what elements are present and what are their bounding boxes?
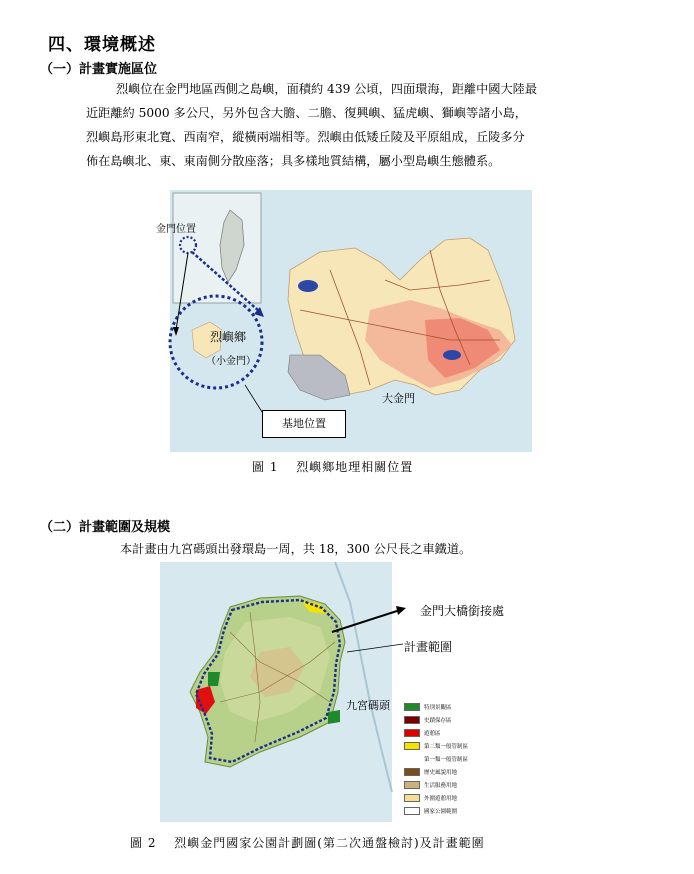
- legend-item: [404, 703, 452, 711]
- legend-text: 第一類一般管制區: [424, 757, 469, 763]
- plan-area-leader: [345, 640, 405, 656]
- label-plan-area: 計畫範圍: [404, 640, 453, 654]
- map-legend: [404, 703, 504, 823]
- label-lieyu-township: 烈嶼鄉: [210, 330, 247, 344]
- legend-item: [404, 794, 457, 802]
- figure-1-caption: 圖 1 烈嶼鄉地理相關位置: [252, 460, 414, 474]
- paragraph-line-3: 烈嶼島形東北寬、西南窄，縱橫兩端相等。烈嶼由低矮丘陵及平原組成，丘陵多分: [86, 130, 525, 144]
- label-base-position: 基地位置: [262, 410, 346, 438]
- legend-text: 生活服務用地: [424, 783, 458, 789]
- legend-text: 特別景觀區: [424, 705, 452, 711]
- paragraph-line-4: 佈在島嶼北、東、東南側分散座落；具多樣地質結構，屬小型島嶼生態體系。: [86, 154, 501, 168]
- label-big-kinmen: 大金門: [382, 392, 415, 405]
- figure-1-map: [156, 190, 532, 452]
- subsection-heading-location: （一）計畫實施區位: [40, 62, 158, 77]
- label-kinmen-bridge: 金門大橋銜接處: [420, 604, 505, 618]
- legend-swatch: [404, 755, 420, 763]
- legend-swatch: [404, 716, 420, 724]
- legend-swatch: [404, 768, 420, 776]
- figure-1-map-graphic: [170, 190, 532, 452]
- legend-text: 第二類一般管制區: [424, 744, 469, 750]
- legend-swatch: [404, 807, 420, 815]
- subsection-heading-scope: （二）計畫範圍及規模: [40, 520, 171, 535]
- label-jiugong-pier: 九宮碼頭: [346, 699, 390, 712]
- legend-item: [404, 742, 468, 750]
- legend-text: 外圍遊憩用地: [424, 796, 458, 802]
- legend-swatch: [404, 742, 420, 750]
- legend-swatch: [404, 703, 420, 711]
- label-small-kinmen: （小金門）: [206, 356, 256, 367]
- legend-swatch: [404, 729, 420, 737]
- legend-item: [404, 768, 457, 776]
- scope-text: 本計畫由九宮碼頭出發環島一周，共 18，300 公尺長之車鐵道。: [120, 542, 472, 556]
- legend-text: 國家公園範圍: [424, 809, 458, 815]
- section-title: 四、環境概述: [48, 35, 156, 55]
- legend-swatch: [404, 794, 420, 802]
- paragraph-line-1: 烈嶼位在金門地區西側之島嶼，面積約 439 公頃，四面環海，距離中國大陸最: [116, 82, 538, 96]
- legend-item: [404, 781, 457, 789]
- figure-2-caption: 圖 2 烈嶼金門國家公園計劃圖(第二次通盤檢討)及計畫範圍: [130, 836, 485, 850]
- legend-text: 史蹟保存區: [424, 718, 452, 724]
- legend-item: [404, 716, 452, 724]
- paragraph-line-2: 近距離約 5000 多公尺，另外包含大膽、二膽、復興嶼、猛虎嶼、獅嶼等諸小島，: [86, 106, 527, 120]
- legend-item: [404, 755, 468, 763]
- label-kinmen-position: 金門位置: [156, 224, 196, 235]
- legend-item: [404, 729, 441, 737]
- legend-text: 遊憩區: [424, 731, 441, 737]
- bridge-arrow: [330, 600, 410, 640]
- legend-swatch: [404, 781, 420, 789]
- legend-text: 歷史風貌用地: [424, 770, 458, 776]
- legend-item: [404, 807, 457, 815]
